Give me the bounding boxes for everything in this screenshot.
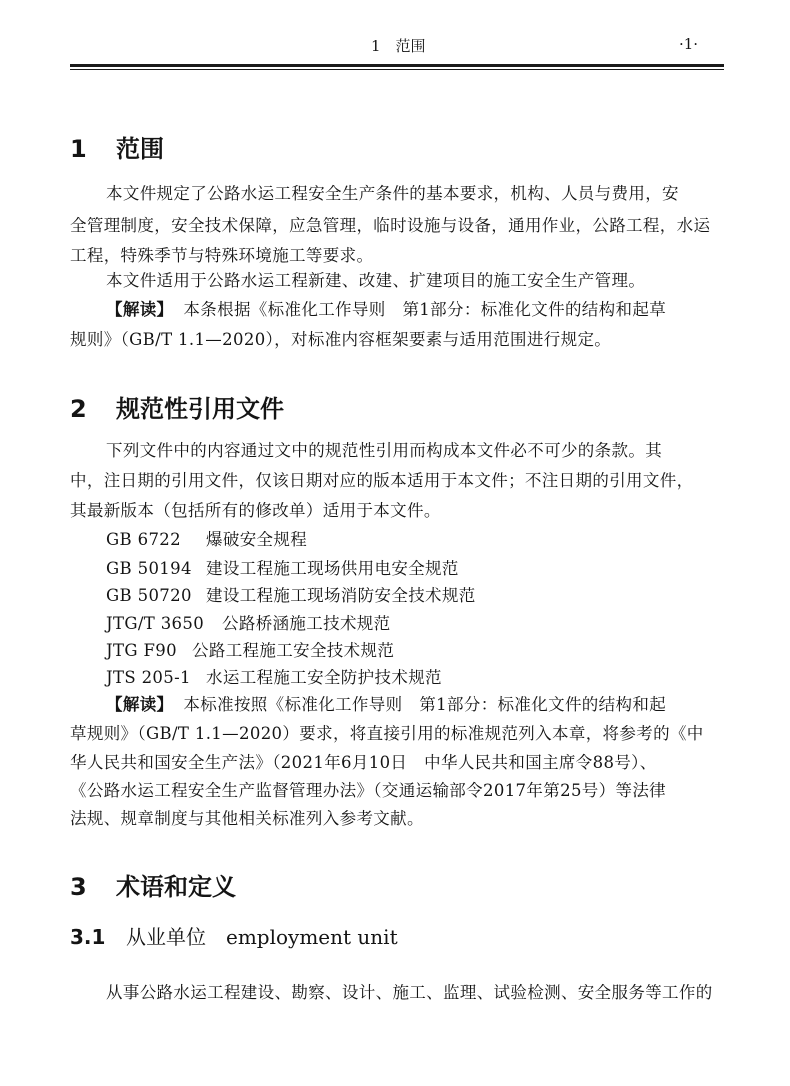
section-title: 术语和定义 xyxy=(116,873,236,901)
reference-title: 建设工程施工现场消防安全技术规范 xyxy=(206,586,476,605)
reference-item xyxy=(106,582,476,606)
section-number: 1 xyxy=(70,135,87,163)
reference-code: GB 50194 xyxy=(106,559,192,578)
paragraph-line: 全管理制度，安全技术保障，应急管理，临时设施与设备，通用作业，公路工程，水运 xyxy=(70,216,711,235)
reference-code: JTG F90 xyxy=(106,641,177,660)
section-1-heading xyxy=(70,129,164,164)
section-title: 规范性引用文件 xyxy=(116,395,284,423)
interpretation-text: 本标准按照《标准化工作导则 第1部分：标准化文件的结构和起 xyxy=(183,695,667,714)
interpretation-text: 本条根据《标准化工作导则 第1部分：标准化文件的结构和起草 xyxy=(183,300,667,319)
section-title: 范围 xyxy=(116,135,164,163)
subsection-number: 3.1 xyxy=(70,925,106,949)
paragraph-line: 下列文件中的内容通过文中的规范性引用而构成本文件必不可少的条款。其 xyxy=(106,441,663,460)
paragraph-line: 其最新版本（包括所有的修改单）适用于本文件。 xyxy=(70,501,441,520)
paragraph-line: 工程，特殊季节与特殊环境施工等要求。 xyxy=(70,246,374,265)
subsection-title: 从业单位 employment unit xyxy=(126,925,398,949)
interpretation-label: 【解读】 xyxy=(106,695,174,714)
interpretation-line: 草规则》（GB/T 1.1—2020）要求，将直接引用的标准规范列入本章，将参考的《中 xyxy=(70,724,704,743)
running-title: 1 范围 xyxy=(371,37,426,55)
reference-item xyxy=(106,637,394,661)
header-rule-thick xyxy=(70,64,724,67)
reference-title: 水运工程施工安全防护技术规范 xyxy=(206,668,442,687)
reference-code: JTG/T 3650 xyxy=(106,614,205,633)
subsection-3-1-heading xyxy=(70,921,398,950)
paragraph-line: 从事公路水运工程建设、勘察、设计、施工、监理、试验检测、安全服务等工作的 xyxy=(106,983,713,1002)
reference-title: 建设工程施工现场供用电安全规范 xyxy=(206,559,459,578)
paragraph-line: 本文件适用于公路水运工程新建、改建、扩建项目的施工安全生产管理。 xyxy=(106,271,646,290)
interpretation-line: 规则》（GB/T 1.1—2020），对标准内容框架要素与适用范围进行规定。 xyxy=(70,330,612,349)
reference-item xyxy=(106,610,391,634)
paragraph-line: 中，注日期的引用文件，仅该日期对应的版本适用于本文件；不注日期的引用文件， xyxy=(70,471,694,490)
reference-item xyxy=(106,526,307,550)
reference-title: 公路工程施工安全技术规范 xyxy=(192,641,395,660)
reference-code: GB 6722 xyxy=(106,530,181,549)
reference-code: GB 50720 xyxy=(106,586,192,605)
section-number: 2 xyxy=(70,395,87,423)
section-number: 3 xyxy=(70,873,87,901)
interpretation-label: 【解读】 xyxy=(106,300,174,319)
section-2-heading xyxy=(70,389,284,424)
interpretation-line: 华人民共和国安全生产法》（2021年6月10日 中华人民共和国主席令88号）、 xyxy=(70,753,657,772)
header-rule-thin xyxy=(70,69,724,70)
interpretation-line: 法规、规章制度与其他相关标准列入参考文献。 xyxy=(70,809,424,828)
interpretation-line xyxy=(106,296,666,320)
interpretation-line: 《公路水运工程安全生产监督管理办法》（交通运输部令2017年第25号）等法律 xyxy=(70,781,667,800)
reference-item xyxy=(106,664,442,688)
interpretation-line xyxy=(106,691,666,715)
reference-title: 爆破安全规程 xyxy=(206,530,308,549)
reference-title: 公路桥涵施工技术规范 xyxy=(222,614,391,633)
reference-code: JTS 205-1 xyxy=(106,668,191,687)
page-number: ·1· xyxy=(679,35,699,53)
paragraph-line: 本文件规定了公路水运工程安全生产条件的基本要求，机构、人员与费用，安 xyxy=(106,184,679,203)
reference-item xyxy=(106,555,459,579)
section-3-heading xyxy=(70,867,236,902)
